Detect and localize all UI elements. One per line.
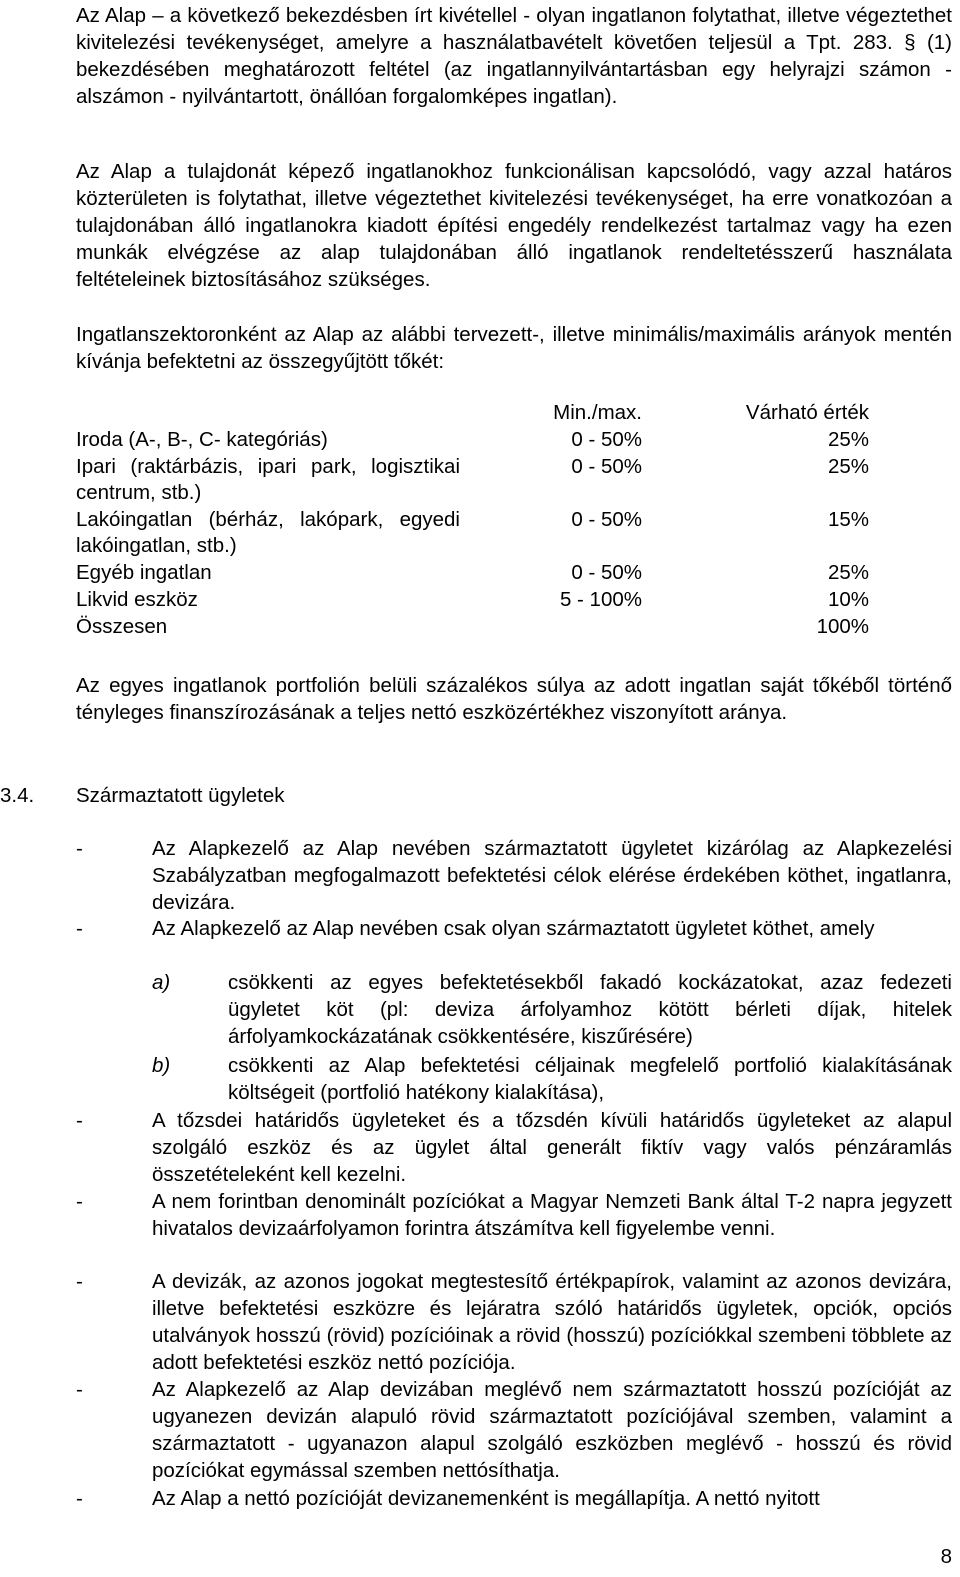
table-cell-expected: 100% — [816, 615, 869, 638]
sub-list-label: b) — [152, 1054, 171, 1077]
table-cell-minmax: 0 - 50% — [571, 561, 642, 584]
list-item-text: Az Alapkezelő az Alap devizában meglévő nem származtatott hosszú pozícióját az ugyanezen devizán alapuló rövid származtatott pozíciójával szemben, valamint a származtatott - ugyanazon alapul szolgáló eszközben meglévő - hosszú és rövid pozíciókat egymással szemben nettósíthatja. — [152, 1378, 952, 1482]
table-header-category — [76, 400, 460, 426]
list-item-text: A nem forintban denominált pozíciókat a Magyar Nemzeti Bank által T-2 napra jegyzett hivatalos devizaárfolyamon forintra átszámítva kell figyelembe venni. — [152, 1190, 952, 1240]
table-header-minmax: Min./max. — [553, 401, 642, 424]
table-row — [76, 506, 869, 559]
table-cell-minmax: 5 - 100% — [559, 588, 642, 611]
sub-list-label: a) — [152, 971, 171, 994]
table-cell-expected: 15% — [827, 508, 869, 531]
table-row — [76, 559, 869, 586]
bullet-dash: - — [76, 1378, 83, 1401]
table-cell-minmax: 0 - 50% — [571, 428, 642, 451]
list-item-text: Az Alapkezelő az Alap nevében származtatott ügyletet kizárólag az Alapkezelési Szabályzatban megfogalmazott befektetési célok elérése érdekében köthet, ingatlanra, devizára. — [152, 837, 952, 914]
table-cell-category: Likvid eszköz — [76, 588, 198, 611]
table-row — [76, 586, 869, 613]
list-item-text: Az Alapkezelő az Alap nevében csak olyan származtatott ügyletet köthet, amely — [152, 917, 875, 940]
bullet-dash: - — [76, 917, 83, 940]
table-cell-expected: 25% — [827, 428, 869, 451]
bullet-dash: - — [76, 1487, 83, 1510]
paragraph-construction-rule: Az Alap – a következő bekezdésben írt kivétellel - olyan ingatlanon folytathat, illetve végeztethet kivitelezési tevékenységet, amelyre a használatbavételt követően teljesül a Tpt. 283. § (1) bekezdésében meghatározott feltétel (az ingatlannyilvántartásban egy helyrajzi számon - alszámon - nyilvántartott, önállóan forgalomképes ingatlan). — [76, 4, 952, 108]
table-cell-category: Ipari (raktárbázis, ipari park, logisztikai centrum, stb.) — [76, 455, 460, 504]
table-cell-category: Iroda (A-, B-, C- kategóriás) — [76, 428, 328, 451]
table-header-row — [76, 400, 869, 426]
bullet-dash: - — [76, 837, 83, 860]
table-header-expected: Várható érték — [745, 401, 869, 424]
allocation-table — [76, 400, 869, 640]
table-cell-category: Összesen — [76, 615, 168, 638]
table-cell-expected: 10% — [827, 588, 869, 611]
table-cell-minmax: 0 - 50% — [571, 455, 642, 478]
table-cell-expected: 25% — [827, 561, 869, 584]
section-title: Származtatott ügyletek — [76, 784, 285, 807]
sub-list-text: csökkenti az egyes befektetésekből fakadó kockázatokat, azaz fedezeti ügyletet köt (pl: deviza árfolyamhoz kötött bérleti díjak, hitelek árfolyamkockázatának csökkentésére, kiszűrésére) — [228, 971, 952, 1048]
list-item-text: A devizák, az azonos jogokat megtestesítő értékpapírok, valamint az azonos devizára, illetve befektetési eszközre és lejáratra szóló határidős ügyletek, opciók, opciós utalványok hosszú (rövid) pozícióinak a rövid (hosszú) pozíciókkal szembeni többlete az adott befektetési eszköz nettó pozíciója. — [152, 1270, 952, 1374]
bullet-dash: - — [76, 1190, 83, 1213]
paragraph-sector-intro: Ingatlanszektoronként az Alap az alábbi tervezett-, illetve minimális/maximális arányok mentén kívánja befektetni az összegyűjtött tőkét: — [76, 323, 952, 373]
table-row — [76, 453, 869, 506]
section-number: 3.4. — [0, 784, 35, 807]
sub-list-text: csökkenti az Alap befektetési céljainak megfelelő portfolió kialakításának költségeit (portfolió hatékony kialakítása), — [228, 1054, 952, 1104]
bullet-dash: - — [76, 1109, 83, 1132]
paragraph-portfolio-weight: Az egyes ingatlanok portfolión belüli százalékos súlya az adott ingatlan saját tőkéből történő tényleges finanszírozásának a teljes nettó eszközértékhez viszonyított aránya. — [76, 674, 952, 724]
table-cell-category: Egyéb ingatlan — [76, 561, 212, 584]
list-item-text: A tőzsdei határidős ügyleteket és a tőzsdén kívüli határidős ügyleteket az alapul szolgáló eszköz és az ügylet által generált fiktív vagy valós pénzáramlás összetételeként kell kezelni. — [152, 1109, 952, 1186]
bullet-dash: - — [76, 1270, 83, 1293]
paragraph-public-area: Az Alap a tulajdonát képező ingatlanokhoz funkcionálisan kapcsolódó, vagy azzal határos közterületen is folytathat, illetve végeztethet kivitelezési tevékenységet, ha erre vonatkozóan a tulajdonában álló ingatlanokra kiadott építési engedély rendelkezést tartalmaz vagy ha ezen munkák elvégzése az alap tulajdonában álló ingatlanok rendeltetésszerű használata feltételeinek biztosításához szükséges. — [76, 160, 952, 291]
table-cell-expected: 25% — [827, 455, 869, 478]
list-item-text: Az Alap a nettó pozícióját devizanemenként is megállapítja. A nettó nyitott — [152, 1487, 820, 1510]
table-row — [76, 613, 869, 640]
table-cell-minmax: 0 - 50% — [571, 508, 642, 531]
table-cell-category: Lakóingatlan (bérház, lakópark, egyedi lakóingatlan, stb.) — [76, 508, 460, 557]
table-cell-minmax — [460, 613, 642, 640]
page-number: 8 — [940, 1545, 952, 1568]
table-row — [76, 426, 869, 453]
